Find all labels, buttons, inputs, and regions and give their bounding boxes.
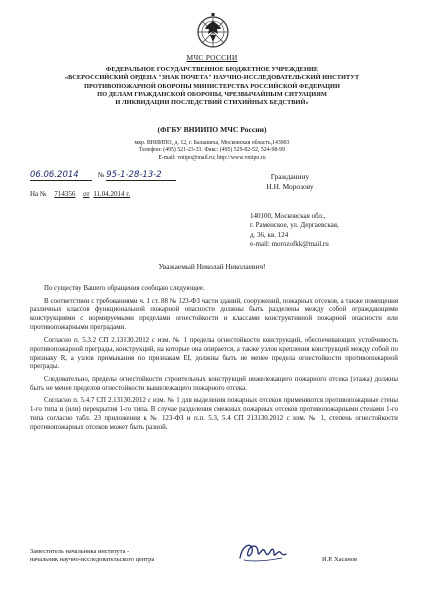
organization-short-name: (ФГБУ ВНИИПО МЧС России) — [157, 125, 267, 134]
position-line: Заместитель начальника института - — [30, 548, 130, 555]
org-name-line: «ВСЕРОССИЙСКИЙ ОРДЕНА "ЗНАК ПОЧЕТА" НАУЧНО-ИССЛЕДОВАТЕЛЬСКИЙ ИНСТИТУТ — [64, 74, 360, 82]
salutation: Уважаемый Николай Николаевич! — [158, 262, 266, 271]
contact-phone: Телефон: (495) 521-23-33. Факс: (495) 529-82-52, 524-98-99 — [139, 147, 285, 154]
organization-full-name — [40, 66, 384, 107]
reference-date: 11.04.2014 г. — [93, 190, 131, 198]
contact-email: E-mail: vniipo@mail.ru; http://www.vniipo.ru — [158, 154, 266, 161]
recipient-name: Н.Н. Морозову — [266, 181, 314, 191]
recipient-title: Гражданину — [270, 172, 310, 181]
position-line: начальник научно-исследовательского центра — [30, 556, 155, 564]
organization-contacts — [60, 140, 364, 162]
reference-from-label: от — [83, 190, 90, 198]
recipient-address — [250, 212, 339, 249]
address-line: 140100, Московская обл., — [250, 212, 326, 220]
signer-name: И.Р. Хасанов — [322, 556, 357, 563]
reference-line — [30, 190, 130, 198]
address-line: г. Раменское, ул. Дергаевская, — [250, 221, 339, 230]
org-name-line: ПО ДЕЛАМ ГРАЖДАНСКОЙ ОБОРОНЫ, ЧРЕЗВЫЧАЙНЫМ СИТУАЦИЯМ — [97, 90, 327, 98]
body-paragraph: Согласно п. 5.3.2 СП 2.13130.2012 с изм. № 1 пределы огнестойкости конструкций, обеспечивающих устойчивость противопожарной преграды, конструкций, на которые она опирается, а также узлов крепления конструкций между собой по признаку R, а узлов примыкания по признакам EI, должны быть не менее предела огнестойкости противопожарной преграды. — [30, 336, 398, 371]
outgoing-number: 95-1-28-13-2 — [106, 170, 162, 180]
body-paragraph: Согласно п. 5.4.7 СП 2.13130.2012 с изм. № 1 для выделения пожарных отсеков применяются противопожарные стены 1-го типа и (или) перекрытия 1-го типа. В случае разделения смежных пожарных отсеков противопожарными стенами 1-го типа согласно табл. 23 приложения к № 123-ФЗ и п.п. 5.3, 5.4 СП 213130.2012 с изм. № 1, степень огнестойкости противопожарных отсеков может быть разной. — [30, 397, 398, 432]
recipient-block — [250, 172, 330, 191]
signatory-position — [30, 548, 154, 564]
outgoing-registration — [30, 170, 176, 181]
ministry-name: МЧС РОССИИ — [186, 53, 238, 62]
letter-body — [30, 285, 398, 437]
contact-address: мкр. ВНИИПО, д. 12, г. Балашиха, Московская область,143903 — [134, 140, 290, 146]
body-paragraph: Следовательно, пределы огнестойкости строительных конструкций нижележащего пожарного отсека (этажа) должны быть не менее пределов огнестойкости вышележащего пожарного отсека. — [30, 375, 398, 392]
outgoing-number-label: № — [97, 171, 105, 179]
org-name-line: ПРОТИВОПОЖАРНОЙ ОБОРОНЫ МИНИСТЕРСТВА РОССИЙСКОЙ ФЕДЕРАЦИИ — [84, 82, 340, 90]
recipient-email: e-mail: morozofkk@mail.ru — [250, 239, 329, 248]
handwritten-signature-icon — [236, 538, 288, 566]
address-line: д. 36, кв. 124 — [250, 230, 289, 239]
body-paragraph: По существу Вашего обращения сообщаю следующее. — [44, 285, 205, 292]
org-name-line: И ЛИКВИДАЦИИ ПОСЛЕДСТВИЙ СТИХИЙНЫХ БЕДСТВИЙ» — [115, 99, 309, 107]
org-name-line: ФЕДЕРАЛЬНОЕ ГОСУДАРСТВЕННОЕ БЮДЖЕТНОЕ УЧРЕЖДЕНИЕ — [105, 66, 319, 73]
emercom-emblem-icon — [196, 12, 230, 50]
reference-number: 714356 — [54, 190, 76, 198]
body-paragraph: В соответствии с требованиями ч. 1 ст. 88 № 123-ФЗ части зданий, сооружений, пожарных отсеков, а также помещения различных классов функциональной пожарной опасности должны быть разделены между собой ограждающими конструкциями с нормируемыми пределами огнестойкости и классами конструктивной пожарной опасности или противопожарными преградами. — [30, 297, 398, 332]
outgoing-date: 06.06.2014 — [30, 170, 79, 180]
reference-prefix: На № — [30, 190, 47, 198]
